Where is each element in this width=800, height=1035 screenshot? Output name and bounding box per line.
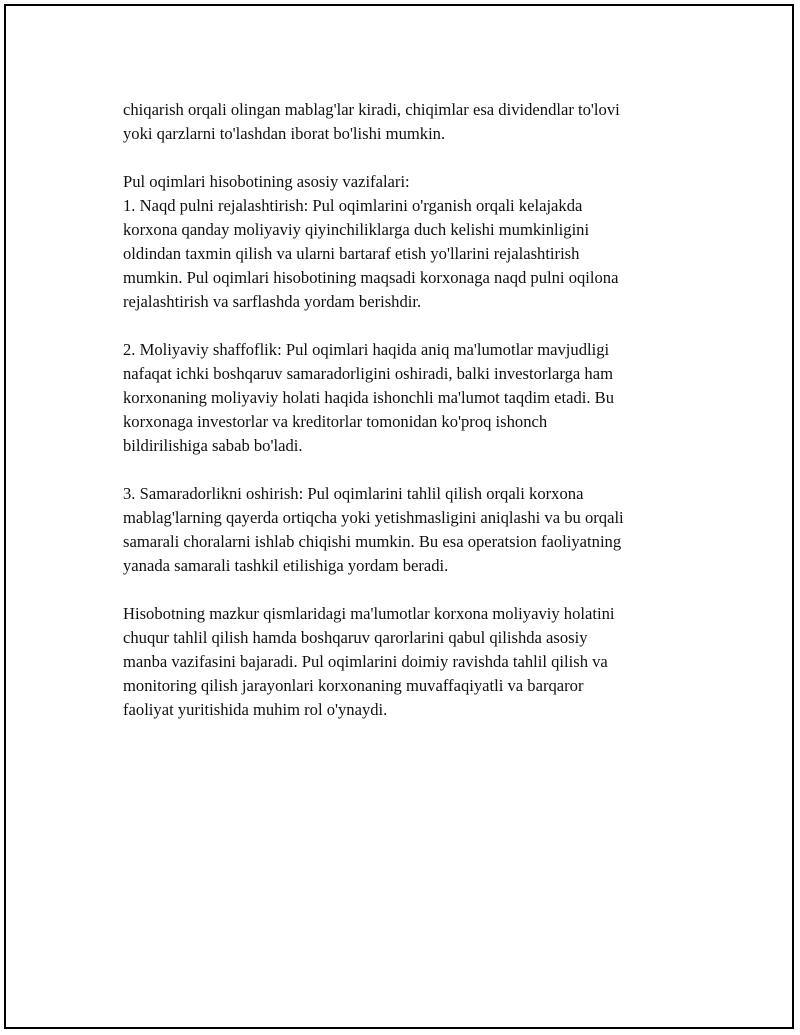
text-line: chuqur tahlil qilish hamda boshqaruv qarorlarini qabul qilishda asosiy bbox=[123, 628, 588, 647]
paragraph-intro bbox=[123, 98, 703, 146]
text-line: 3. Samaradorlikni oshirish: Pul oqimlarini tahlil qilish orqali korxona bbox=[123, 484, 584, 503]
page-frame bbox=[4, 4, 794, 1029]
paragraph-gap bbox=[123, 146, 703, 170]
text-line: oldindan taxmin qilish va ularni bartaraf etish yo'llarini rejalashtirish bbox=[123, 244, 580, 263]
text-line: mablag'larning qayerda ortiqcha yoki yetishmasligini aniqlashi va bu orqali bbox=[123, 508, 624, 527]
text-line: yanada samarali tashkil etilishiga yordam beradi. bbox=[123, 556, 449, 575]
text-line: korxonaga investorlar va kreditorlar tomonidan ko'proq ishonch bbox=[123, 412, 548, 431]
text-line: yoki qarzlarni to'lashdan iborat bo'lishi mumkin. bbox=[123, 124, 446, 143]
text-line: 2. Moliyaviy shaffoflik: Pul oqimlari haqida aniq ma'lumotlar mavjudligi bbox=[123, 340, 610, 359]
text-line: faoliyat yuritishida muhim rol o'ynaydi. bbox=[123, 700, 388, 719]
text-line: samarali choralarni ishlab chiqishi mumkin. Bu esa operatsion faoliyatning bbox=[123, 532, 622, 551]
text-line: nafaqat ichki boshqaruv samaradorligini oshiradi, balki investorlarga ham bbox=[123, 364, 613, 383]
document-body bbox=[123, 98, 703, 722]
paragraph-transparency bbox=[123, 338, 703, 458]
paragraph-gap bbox=[123, 314, 703, 338]
text-line: korxona qanday moliyaviy qiyinchiliklarga duch kelishi mumkinligini bbox=[123, 220, 590, 239]
text-line: 1. Naqd pulni rejalashtirish: Pul oqimlarini o'rganish orqali kelajakda bbox=[123, 196, 583, 215]
text-line: bildirilishiga sabab bo'ladi. bbox=[123, 436, 303, 455]
text-line: rejalashtirish va sarflashda yordam berishdir. bbox=[123, 292, 422, 311]
text-line: Hisobotning mazkur qismlaridagi ma'lumotlar korxona moliyaviy holatini bbox=[123, 604, 615, 623]
text-line: monitoring qilish jarayonlari korxonaning muvaffaqiyatli va barqaror bbox=[123, 676, 584, 695]
section-heading: Pul oqimlari hisobotining asosiy vazifalari: bbox=[123, 172, 410, 191]
text-line: korxonaning moliyaviy holati haqida ishonchli ma'lumot taqdim etadi. Bu bbox=[123, 388, 615, 407]
paragraph-gap bbox=[123, 578, 703, 602]
paragraph-tasks bbox=[123, 170, 703, 314]
text-line: manba vazifasini bajaradi. Pul oqimlarini doimiy ravishda tahlil qilish va bbox=[123, 652, 608, 671]
text-line: mumkin. Pul oqimlari hisobotining maqsadi korxonaga naqd pulni oqilona bbox=[123, 268, 619, 287]
paragraph-efficiency bbox=[123, 482, 703, 578]
paragraph-gap bbox=[123, 458, 703, 482]
text-line: chiqarish orqali olingan mablag'lar kiradi, chiqimlar esa dividendlar to'lovi bbox=[123, 100, 620, 119]
paragraph-conclusion bbox=[123, 602, 703, 722]
